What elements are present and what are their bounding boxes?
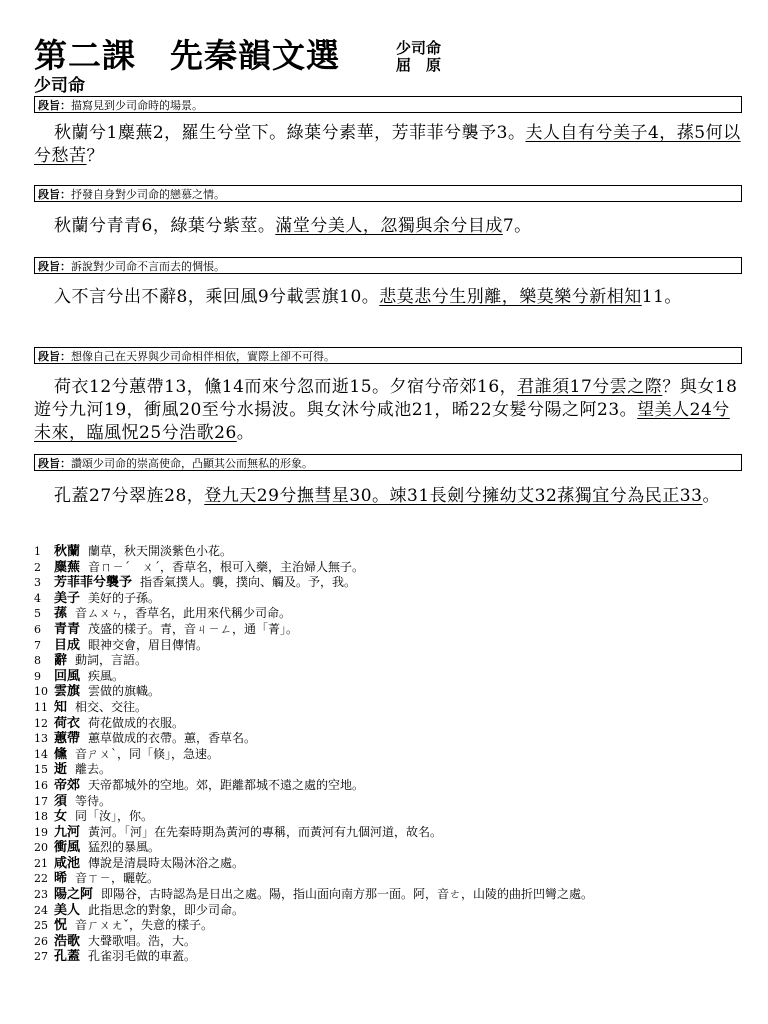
annotation-item bbox=[34, 544, 742, 560]
annotation-list bbox=[34, 544, 742, 965]
annotation-term: 雲旗 bbox=[54, 684, 81, 700]
annotation-number: 26 bbox=[34, 934, 48, 948]
summary-box bbox=[34, 185, 742, 202]
annotation-number: 23 bbox=[34, 888, 48, 902]
section-1 bbox=[34, 96, 742, 168]
annotation-definition: 雲做的旗幟。 bbox=[88, 684, 161, 699]
summary-label: 段旨： bbox=[38, 188, 71, 201]
summary-box bbox=[34, 257, 742, 274]
annotation-item bbox=[34, 840, 742, 856]
annotation-term: 浩歌 bbox=[54, 933, 81, 949]
annotation-definition: 音ㄒㄧ，曬乾。 bbox=[75, 871, 160, 886]
annotation-item bbox=[34, 856, 742, 872]
annotation-number: 2 bbox=[34, 560, 41, 574]
summary-text: 抒發自身對少司命的戀慕之情。 bbox=[71, 188, 225, 201]
stanza-text: 。 bbox=[702, 486, 720, 506]
annotation-term: 帝郊 bbox=[54, 777, 81, 793]
annotation-term: 青青 bbox=[54, 621, 81, 637]
stanza-underlined: 登九天29兮撫彗星30。竦31長劍兮擁幼艾32蓀獨宜兮為民正33 bbox=[204, 486, 703, 506]
annotation-definition: 美好的子孫。 bbox=[88, 590, 161, 605]
poem-stanza bbox=[34, 286, 742, 309]
summary-text: 描寫見到少司命時的場景。 bbox=[71, 99, 203, 112]
annotation-number: 17 bbox=[34, 794, 48, 808]
stanza-underlined: 滿堂兮美人，忽獨與余兮目成 bbox=[275, 216, 503, 236]
annotation-item bbox=[34, 903, 742, 919]
annotation-item bbox=[34, 949, 742, 965]
annotation-definition: 蘭草，秋天開淡紫色小花。 bbox=[88, 544, 233, 558]
header bbox=[34, 36, 742, 96]
annotation-number: 20 bbox=[34, 841, 48, 855]
author-name: 屈 原 bbox=[396, 56, 442, 74]
annotation-item bbox=[34, 918, 742, 934]
annotation-definition: 等待。 bbox=[75, 793, 112, 808]
annotation-definition: 動詞，言語。 bbox=[75, 653, 148, 668]
annotation-number: 4 bbox=[34, 591, 41, 605]
annotation-term: 蓀 bbox=[54, 606, 68, 622]
annotation-definition: 孔雀羽毛做的車蓋。 bbox=[88, 949, 197, 964]
stanza-text: 孔蓋27兮翠旌28， bbox=[54, 486, 205, 506]
annotation-item bbox=[34, 653, 742, 669]
annotation-term: 秋蘭 bbox=[54, 544, 81, 559]
annotation-item bbox=[34, 778, 742, 794]
annotation-definition: 荷花做成的衣服。 bbox=[88, 715, 185, 730]
annotation-term: 晞 bbox=[54, 871, 68, 887]
annotation-definition: 傳說是清晨時太陽沐浴之處。 bbox=[88, 855, 245, 870]
annotation-term: 辭 bbox=[54, 653, 68, 669]
annotation-number: 7 bbox=[34, 638, 41, 652]
annotation-item bbox=[34, 762, 742, 778]
annotation-definition: 猛烈的暴風。 bbox=[88, 840, 161, 855]
stanza-text: 11。 bbox=[641, 287, 682, 307]
annotation-number: 1 bbox=[34, 545, 41, 558]
section-2 bbox=[34, 185, 742, 238]
annotation-number: 22 bbox=[34, 872, 48, 886]
annotation-definition: 同「汝」，你。 bbox=[75, 809, 154, 824]
annotation-definition: 指香氣撲人。襲，撲向、觸及。予，我。 bbox=[140, 575, 357, 590]
annotation-definition: 音ㄇㄧˊ ㄨˊ，香草名，根可入藥，主治婦人無子。 bbox=[88, 559, 365, 574]
summary-label: 段旨： bbox=[38, 350, 71, 363]
summary-label: 段旨： bbox=[38, 260, 71, 273]
stanza-text: 秋蘭兮青青6，綠葉兮紫莖。 bbox=[54, 216, 276, 236]
annotation-item bbox=[34, 669, 742, 685]
annotation-term: 知 bbox=[54, 699, 68, 715]
summary-text: 想像自己在天界與少司命相伴相依，實際上卻不可得。 bbox=[71, 350, 335, 363]
annotation-number: 14 bbox=[34, 747, 48, 761]
stanza-underlined: 悲莫悲兮生別離，樂莫樂兮新相知 bbox=[379, 287, 642, 307]
annotation-definition: 大聲歌唱。浩，大。 bbox=[88, 933, 197, 948]
annotation-item bbox=[34, 887, 742, 903]
annotation-item bbox=[34, 606, 742, 622]
annotation-number: 16 bbox=[34, 778, 48, 792]
stanza-underlined: 君誰須17兮雲之際 bbox=[517, 377, 663, 397]
annotation-definition: 音ㄙㄨㄣ，香草名，此用來代稱少司命。 bbox=[75, 606, 292, 621]
section-5 bbox=[34, 454, 742, 508]
annotation-definition: 黃河。「河」在先秦時期為黃河的專稱，而黃河有九個河道，故名。 bbox=[88, 824, 443, 839]
poem-subtitle: 少司命 bbox=[34, 76, 85, 96]
annotation-number: 3 bbox=[34, 576, 41, 590]
annotation-term: 怳 bbox=[54, 918, 68, 934]
summary-label: 段旨： bbox=[38, 457, 71, 470]
annotation-item bbox=[34, 700, 742, 716]
stanza-text: 秋蘭兮1麋蕪2，羅生兮堂下。綠葉兮素華，芳菲菲兮襲予3。 bbox=[54, 123, 526, 143]
annotation-number: 13 bbox=[34, 732, 48, 746]
summary-box bbox=[34, 454, 742, 471]
stanza-underlined: 望美人24兮未來，臨風怳25兮浩歌26 bbox=[34, 400, 730, 443]
annotation-term: 蕙帶 bbox=[54, 731, 81, 747]
poem-stanza bbox=[34, 122, 742, 168]
annotation-number: 18 bbox=[34, 810, 48, 824]
annotation-number: 12 bbox=[34, 716, 48, 730]
poem-stanza bbox=[34, 215, 742, 238]
annotation-definition: 天帝都城外的空地。郊，距離都城不遠之處的空地。 bbox=[88, 777, 365, 792]
section-4 bbox=[34, 347, 742, 445]
stanza-text: ？與女18遊兮九河19，衝風20至兮水揚波。與女沐兮咸池21，晞22女髮兮陽之阿23。 bbox=[34, 377, 738, 420]
annotation-number: 24 bbox=[34, 903, 48, 917]
poem-name-small: 少司命 bbox=[396, 39, 442, 57]
annotation-number: 10 bbox=[34, 685, 48, 699]
annotation-number: 25 bbox=[34, 919, 48, 933]
annotation-definition: 音ㄕㄨˋ，同「倏」，急速。 bbox=[75, 746, 220, 761]
annotation-item bbox=[34, 731, 742, 747]
annotation-definition: 即陽谷，古時認為是日出之處。陽，指山面向南方那一面。阿，音ㄜ，山陵的曲折凹彎之處。 bbox=[101, 887, 594, 902]
annotation-item bbox=[34, 716, 742, 732]
stanza-text: 。 bbox=[236, 423, 255, 443]
section-3 bbox=[34, 257, 742, 309]
stanza-text: 入不言兮出不辭8，乘回風9兮載雲旗10。 bbox=[54, 287, 380, 307]
summary-text: 訴說對少司命不言而去的惆悵。 bbox=[71, 260, 225, 273]
annotation-number: 9 bbox=[34, 669, 41, 683]
annotation-item bbox=[34, 747, 742, 763]
annotation-number: 27 bbox=[34, 950, 48, 964]
annotation-definition: 此指思念的對象，即少司命。 bbox=[88, 902, 245, 917]
annotation-item bbox=[34, 575, 742, 591]
annotation-item bbox=[34, 560, 742, 576]
author-block bbox=[396, 40, 441, 74]
annotation-number: 11 bbox=[34, 700, 48, 714]
annotation-term: 逝 bbox=[54, 762, 68, 778]
annotation-term: 荷衣 bbox=[54, 715, 81, 731]
annotation-item bbox=[34, 825, 742, 841]
annotation-term: 美人 bbox=[54, 902, 81, 918]
annotation-item bbox=[34, 591, 742, 607]
poem-stanza bbox=[34, 485, 742, 508]
annotation-definition: 疾風。 bbox=[88, 668, 125, 683]
annotation-item bbox=[34, 809, 742, 825]
annotation-item bbox=[34, 684, 742, 700]
summary-text: 讚頌少司命的崇高使命，凸顯其公而無私的形象。 bbox=[71, 457, 313, 470]
stanza-text: ？ bbox=[86, 146, 104, 166]
annotation-item bbox=[34, 794, 742, 810]
annotation-definition: 茂盛的樣子。青，音ㄐㄧㄥ，通「菁」。 bbox=[88, 621, 299, 636]
annotation-term: 咸池 bbox=[54, 855, 81, 871]
annotation-term: 美子 bbox=[54, 590, 81, 606]
annotation-item bbox=[34, 622, 742, 638]
annotation-number: 5 bbox=[34, 607, 41, 621]
annotation-definition: 音ㄏㄨㄤˇ，失意的樣子。 bbox=[75, 918, 214, 933]
annotation-term: 孔蓋 bbox=[54, 949, 81, 965]
annotation-number: 6 bbox=[34, 622, 41, 636]
stanza-underlined: 夫人自有兮美子4，蓀5何以兮愁苦 bbox=[34, 123, 741, 166]
annotation-term: 女 bbox=[54, 809, 68, 825]
poem-stanza bbox=[34, 376, 742, 445]
annotation-term: 衝風 bbox=[54, 840, 81, 856]
annotation-term: 陽之阿 bbox=[54, 887, 94, 903]
stanza-text: 荷衣12兮蕙帶13，儵14而來兮忽而逝15。夕宿兮帝郊16， bbox=[54, 377, 518, 397]
annotation-number: 19 bbox=[34, 825, 48, 839]
annotation-number: 8 bbox=[34, 654, 41, 668]
annotation-item bbox=[34, 871, 742, 887]
summary-box bbox=[34, 347, 742, 364]
summary-box bbox=[34, 96, 742, 113]
annotation-term: 儵 bbox=[54, 746, 68, 762]
annotation-term: 九河 bbox=[54, 824, 81, 840]
summary-label: 段旨： bbox=[38, 99, 71, 112]
annotation-term: 芳菲菲兮襲予 bbox=[54, 575, 133, 591]
lesson-title: 第二課 先秦韻文選 bbox=[34, 36, 340, 75]
annotation-definition: 相交、交往。 bbox=[75, 699, 148, 714]
annotation-term: 須 bbox=[54, 793, 68, 809]
annotation-term: 目成 bbox=[54, 637, 81, 653]
annotation-number: 21 bbox=[34, 856, 48, 870]
stanza-text: 7。 bbox=[502, 216, 532, 236]
annotation-definition: 蕙草做成的衣帶。蕙，香草名。 bbox=[88, 731, 257, 746]
annotation-item bbox=[34, 638, 742, 654]
annotation-definition: 離去。 bbox=[75, 762, 112, 777]
annotation-definition: 眼神交會，眉目傳情。 bbox=[88, 637, 209, 652]
annotation-term: 回風 bbox=[54, 668, 81, 684]
annotation-term: 麋蕪 bbox=[54, 559, 81, 575]
annotation-item bbox=[34, 934, 742, 950]
annotation-number: 15 bbox=[34, 763, 48, 777]
